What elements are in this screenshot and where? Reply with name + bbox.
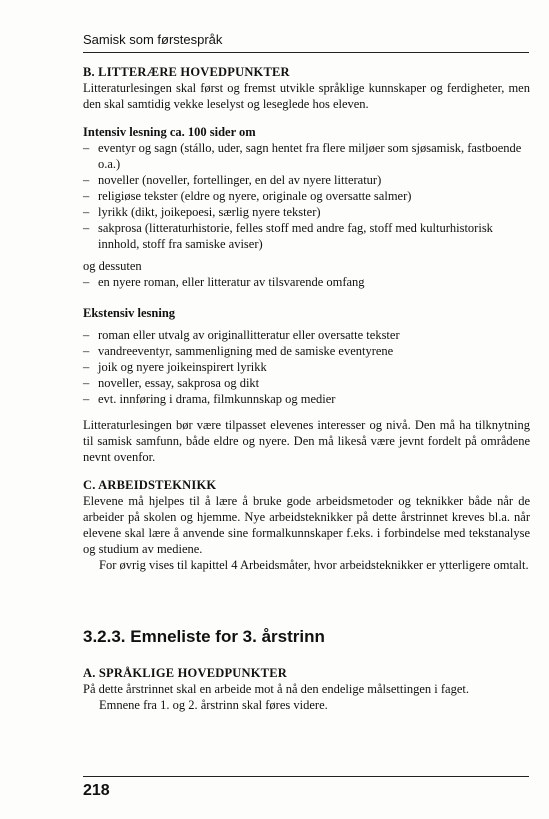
section-b-heading: B. LITTERÆRE HOVEDPUNKTER bbox=[83, 65, 290, 79]
list-item: – roman eller utvalg av originallitteratur eller oversatte tekster bbox=[83, 327, 530, 343]
list-item: – religiøse tekster (eldre og nyere, originale og oversatte salmer) bbox=[83, 188, 530, 204]
section-a-heading: A. SPRÅKLIGE HOVEDPUNKTER bbox=[83, 666, 287, 680]
list-item: – noveller (noveller, fortellinger, en del av nyere litteratur) bbox=[83, 172, 530, 188]
also-list bbox=[83, 274, 530, 290]
section-a-paragraph: Emnene fra 1. og 2. årstrinn skal føres videre. bbox=[99, 698, 328, 712]
running-head: Samisk som førstespråk bbox=[83, 32, 223, 47]
intensive-reading-heading: Intensiv lesning ca. 100 sider om bbox=[83, 125, 256, 139]
list-item: – noveller, essay, sakprosa og dikt bbox=[83, 375, 530, 391]
list-item: – joik og nyere joikeinspirert lyrikk bbox=[83, 359, 530, 375]
section-a-paragraph: På dette årstrinnet skal en arbeide mot å nå den endelige målsettingen i faget. bbox=[83, 682, 469, 696]
list-item: – lyrikk (dikt, joikepoesi, særlig nyere tekster) bbox=[83, 204, 530, 220]
also-label: og dessuten bbox=[83, 259, 142, 273]
section-c-paragraph: Elevene må hjelpes til å lære å bruke gode arbeidsmetoder og teknikker både når de arbeider på skolen og hjemme. Nye arbeidsteknikker på dette årstrinnet kreves bl.a. når elevene skal lære å anvende sine formalkunnskaper f.eks. i forbindelse med tekstanalyse og studium av mediene. bbox=[83, 494, 530, 556]
section-b-intro: Litteraturlesingen skal først og fremst utvikle språklige kunnskaper og ferdigheter, men den skal samtidig vekke leselyst og leseglede hos eleven. bbox=[83, 81, 530, 111]
intensive-reading-list bbox=[83, 140, 530, 252]
page-content bbox=[83, 64, 530, 713]
footer-rule bbox=[83, 776, 529, 777]
topic-list-heading: 3.2.3. Emneliste for 3. årstrinn bbox=[83, 627, 325, 646]
list-item: – vandreeventyr, sammenligning med de samiske eventyrene bbox=[83, 343, 530, 359]
section-c-paragraph: For øvrig vises til kapittel 4 Arbeidsmåter, hvor arbeidsteknikker er ytterligere omtalt. bbox=[99, 558, 529, 572]
list-item: – evt. innføring i drama, filmkunnskap og medier bbox=[83, 391, 530, 407]
list-item: – eventyr og sagn (stállo, uder, sagn hentet fra flere miljøer som sjøsamisk, fastboende o.a.) bbox=[83, 140, 530, 172]
extensive-reading-list bbox=[83, 327, 530, 407]
page-number: 218 bbox=[83, 782, 110, 799]
header-rule bbox=[83, 52, 529, 53]
list-item: – sakprosa (litteraturhistorie, felles stoff med andre fag, stoff med kulturhistorisk innhold, stoff fra samiske aviser) bbox=[83, 220, 530, 252]
extensive-reading-heading: Ekstensiv lesning bbox=[83, 306, 176, 320]
section-b-closing: Litteraturlesingen bør være tilpasset elevenes interesser og nivå. Den må ha tilknytning til samisk samfunn, både eldre og nyere. Den må likeså være jevnt fordelt på områdene nevnt ovenfor. bbox=[83, 418, 530, 464]
list-item: – en nyere roman, eller litteratur av tilsvarende omfang bbox=[83, 274, 530, 290]
section-c-heading: C. ARBEIDSTEKNIKK bbox=[83, 478, 217, 492]
